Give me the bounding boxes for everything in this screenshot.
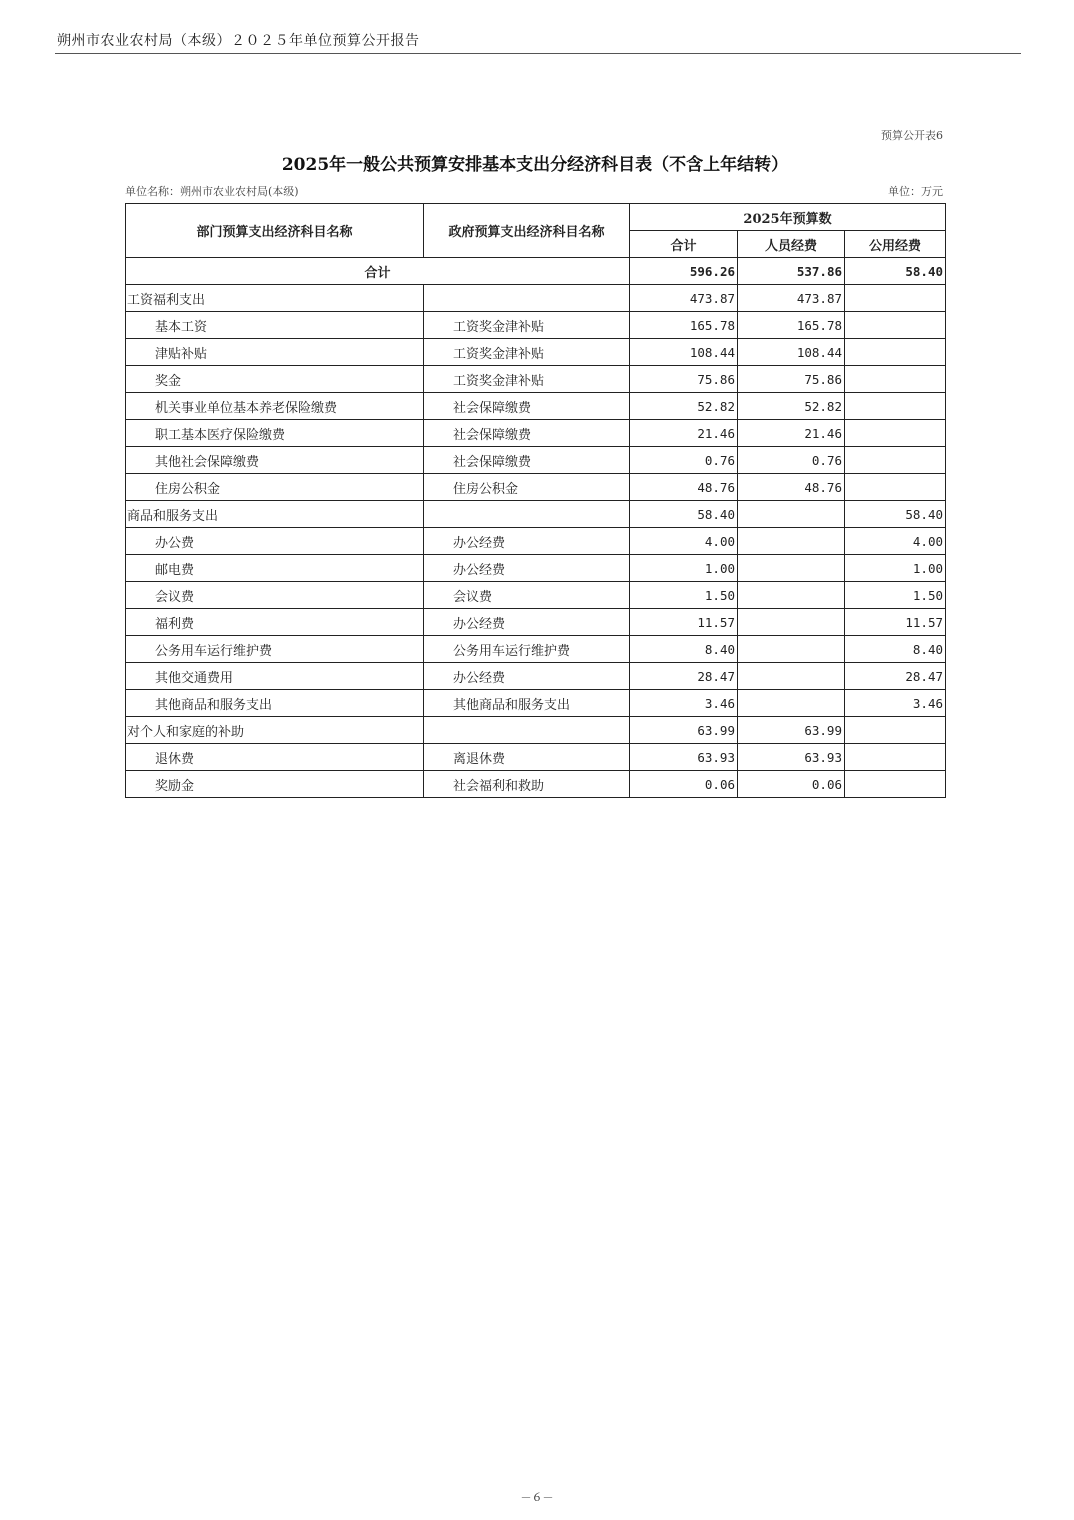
page-number: －６－ (520, 1491, 554, 1504)
row-dept-item: 其他商品和服务支出 (126, 690, 424, 717)
row-gov-item: 公务用车运行维护费 (424, 636, 630, 663)
total-label: 合计 (126, 258, 630, 285)
row-public: 1.00 (845, 555, 946, 582)
row-personnel: 21.46 (738, 420, 845, 447)
table-row (126, 285, 946, 312)
row-public (845, 312, 946, 339)
row-dept-item: 邮电费 (126, 555, 424, 582)
total-personnel: 537.86 (738, 258, 845, 285)
row-total: 21.46 (630, 420, 738, 447)
row-total: 52.82 (630, 393, 738, 420)
row-public (845, 285, 946, 312)
row-gov-item (424, 285, 630, 312)
row-public (845, 339, 946, 366)
row-public (845, 393, 946, 420)
row-total: 0.06 (630, 771, 738, 798)
unit-name: 单位名称：朔州市农业农村局(本级) (125, 185, 299, 198)
row-total: 8.40 (630, 636, 738, 663)
table-row (126, 447, 946, 474)
row-total: 11.57 (630, 609, 738, 636)
row-dept-item: 商品和服务支出 (126, 501, 424, 528)
row-dept-item: 办公费 (126, 528, 424, 555)
table-row (126, 744, 946, 771)
row-public: 1.50 (845, 582, 946, 609)
table-row (126, 663, 946, 690)
row-dept-item: 公务用车运行维护费 (126, 636, 424, 663)
row-total: 1.00 (630, 555, 738, 582)
table-row (126, 582, 946, 609)
row-gov-item: 工资奖金津补贴 (424, 312, 630, 339)
row-personnel: 0.06 (738, 771, 845, 798)
row-total: 3.46 (630, 690, 738, 717)
row-total: 4.00 (630, 528, 738, 555)
unit-label: 单位：万元 (888, 185, 943, 198)
row-personnel: 473.87 (738, 285, 845, 312)
row-dept-item: 工资福利支出 (126, 285, 424, 312)
row-public (845, 717, 946, 744)
header-budget-group: 2025年预算数 (630, 204, 946, 231)
row-dept-item: 奖励金 (126, 771, 424, 798)
header-total: 合计 (630, 231, 738, 258)
row-gov-item: 工资奖金津补贴 (424, 339, 630, 366)
row-public (845, 447, 946, 474)
row-personnel (738, 636, 845, 663)
table-row (126, 555, 946, 582)
header-personnel: 人员经费 (738, 231, 845, 258)
row-dept-item: 福利费 (126, 609, 424, 636)
row-dept-item: 其他社会保障缴费 (126, 447, 424, 474)
row-personnel (738, 609, 845, 636)
row-personnel: 48.76 (738, 474, 845, 501)
row-public (845, 420, 946, 447)
row-dept-item: 职工基本医疗保险缴费 (126, 420, 424, 447)
row-public: 28.47 (845, 663, 946, 690)
row-personnel (738, 555, 845, 582)
row-public (845, 771, 946, 798)
row-dept-item: 住房公积金 (126, 474, 424, 501)
table-row (126, 366, 946, 393)
row-dept-item: 其他交通费用 (126, 663, 424, 690)
header-dept-item: 部门预算支出经济科目名称 (126, 204, 424, 258)
table-row (126, 717, 946, 744)
table-row (126, 474, 946, 501)
row-personnel: 75.86 (738, 366, 845, 393)
row-gov-item: 工资奖金津补贴 (424, 366, 630, 393)
row-gov-item: 会议费 (424, 582, 630, 609)
table-row (126, 501, 946, 528)
row-dept-item: 奖金 (126, 366, 424, 393)
row-total: 63.99 (630, 717, 738, 744)
row-gov-item (424, 501, 630, 528)
row-total: 165.78 (630, 312, 738, 339)
budget-table (125, 203, 946, 798)
row-public: 4.00 (845, 528, 946, 555)
row-dept-item: 机关事业单位基本养老保险缴费 (126, 393, 424, 420)
row-total: 473.87 (630, 285, 738, 312)
table-row (126, 528, 946, 555)
row-public: 58.40 (845, 501, 946, 528)
header-public: 公用经费 (845, 231, 946, 258)
table-row (126, 609, 946, 636)
row-public (845, 366, 946, 393)
row-personnel: 63.93 (738, 744, 845, 771)
row-gov-item: 其他商品和服务支出 (424, 690, 630, 717)
row-public: 11.57 (845, 609, 946, 636)
row-gov-item: 社会保障缴费 (424, 420, 630, 447)
row-total: 58.40 (630, 501, 738, 528)
row-total: 0.76 (630, 447, 738, 474)
row-gov-item: 社会保障缴费 (424, 393, 630, 420)
row-public: 3.46 (845, 690, 946, 717)
table-row (126, 393, 946, 420)
row-gov-item: 办公经费 (424, 663, 630, 690)
row-dept-item: 基本工资 (126, 312, 424, 339)
header-rule (55, 53, 1021, 54)
row-total: 48.76 (630, 474, 738, 501)
row-gov-item: 社会保障缴费 (424, 447, 630, 474)
row-dept-item: 对个人和家庭的补助 (126, 717, 424, 744)
row-personnel (738, 582, 845, 609)
row-personnel: 165.78 (738, 312, 845, 339)
running-header: 朔州市农业农村局（本级）２０２５年单位预算公开报告 (57, 33, 420, 49)
row-total: 75.86 (630, 366, 738, 393)
row-dept-item: 会议费 (126, 582, 424, 609)
row-personnel (738, 528, 845, 555)
row-gov-item: 住房公积金 (424, 474, 630, 501)
row-gov-item: 离退休费 (424, 744, 630, 771)
row-public (845, 744, 946, 771)
row-gov-item (424, 717, 630, 744)
total-row (126, 258, 946, 285)
table-row (126, 312, 946, 339)
header-gov-item: 政府预算支出经济科目名称 (424, 204, 630, 258)
row-personnel: 63.99 (738, 717, 845, 744)
row-personnel: 0.76 (738, 447, 845, 474)
row-gov-item: 办公经费 (424, 528, 630, 555)
row-personnel (738, 663, 845, 690)
row-total: 1.50 (630, 582, 738, 609)
row-total: 28.47 (630, 663, 738, 690)
row-personnel: 52.82 (738, 393, 845, 420)
table-row (126, 690, 946, 717)
table-row (126, 420, 946, 447)
form-number: 预算公开表6 (881, 129, 943, 142)
row-personnel (738, 501, 845, 528)
row-total: 63.93 (630, 744, 738, 771)
row-public (845, 474, 946, 501)
total-public: 58.40 (845, 258, 946, 285)
row-dept-item: 退休费 (126, 744, 424, 771)
row-gov-item: 办公经费 (424, 555, 630, 582)
row-personnel (738, 690, 845, 717)
table-row (126, 636, 946, 663)
page-title: 2025年一般公共预算安排基本支出分经济科目表（不含上年结转） (281, 155, 789, 175)
row-gov-item: 办公经费 (424, 609, 630, 636)
table-row (126, 339, 946, 366)
row-public: 8.40 (845, 636, 946, 663)
row-total: 108.44 (630, 339, 738, 366)
total-amount: 596.26 (630, 258, 738, 285)
table-row (126, 771, 946, 798)
row-personnel: 108.44 (738, 339, 845, 366)
row-gov-item: 社会福利和救助 (424, 771, 630, 798)
row-dept-item: 津贴补贴 (126, 339, 424, 366)
